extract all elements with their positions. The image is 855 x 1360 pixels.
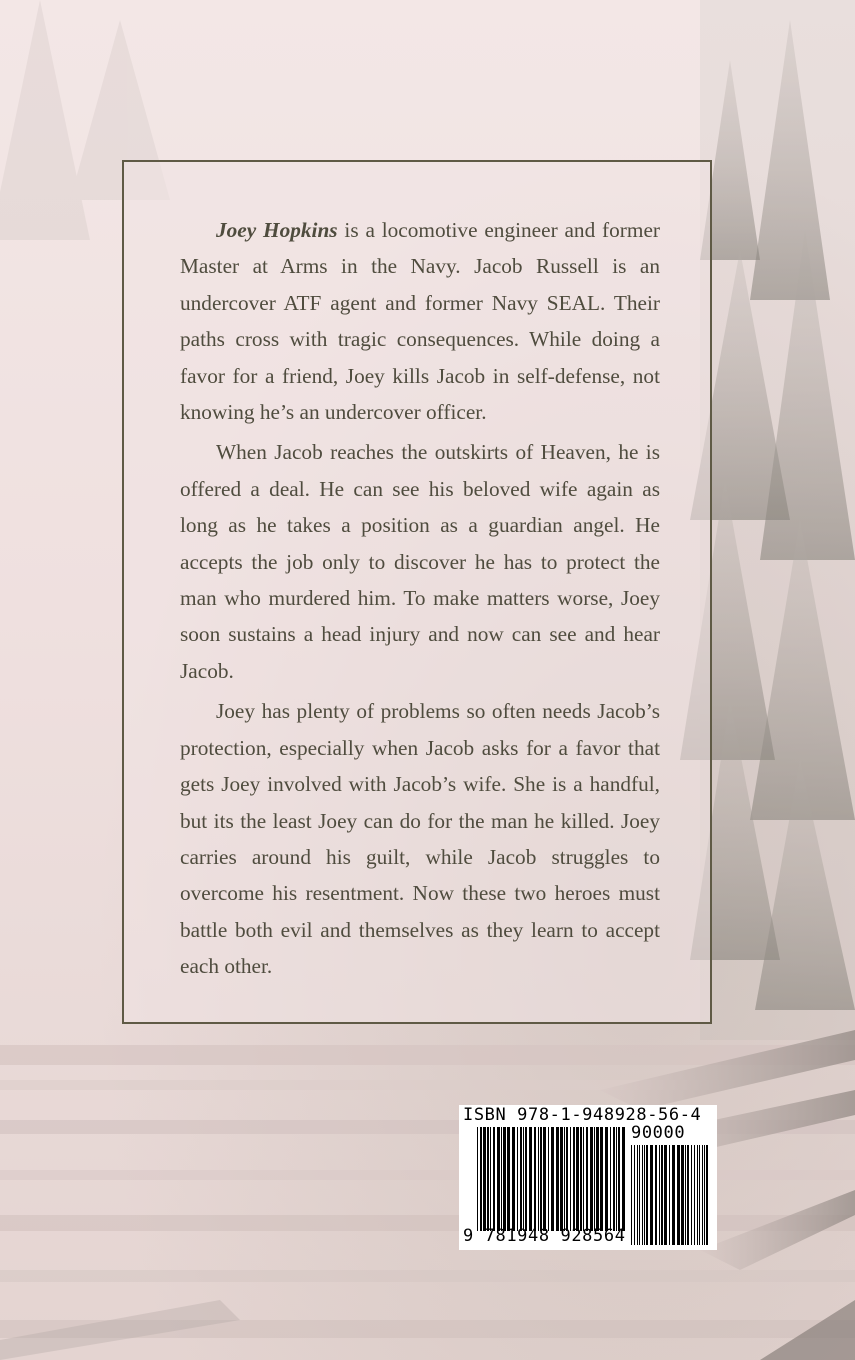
blurb-frame	[122, 160, 712, 1024]
barcode-bar	[583, 1127, 584, 1231]
isbn-label: ISBN 978-1-948928-56-4	[463, 1105, 702, 1125]
barcode-bar	[642, 1145, 643, 1245]
barcode-bar	[590, 1127, 593, 1231]
barcode-bar	[691, 1145, 692, 1245]
barcode-bar	[487, 1127, 489, 1231]
barcode-bar	[702, 1145, 703, 1245]
barcode-bar	[497, 1127, 500, 1231]
barcode-bar	[639, 1145, 640, 1245]
barcode-bar	[697, 1145, 698, 1245]
barcode-bar	[664, 1145, 667, 1245]
barcode-bar	[576, 1127, 579, 1231]
barcode-bar	[669, 1145, 670, 1245]
barcode-bar	[622, 1127, 625, 1231]
barcode-bar	[631, 1145, 632, 1245]
barcode-bar	[543, 1127, 546, 1231]
barcode-bar	[517, 1127, 518, 1231]
barcode-bar	[605, 1127, 608, 1231]
barcode-bar	[570, 1127, 571, 1231]
barcode-bar	[477, 1127, 478, 1231]
barcode-bar	[586, 1127, 588, 1231]
barcode-bar	[503, 1127, 506, 1231]
barcode-bar	[596, 1127, 599, 1231]
ean-digits: 9 781948 928564	[463, 1226, 626, 1246]
barcode-bar	[672, 1145, 675, 1245]
blurb-paragraph-1-text: is a locomotive engineer and former Master at Arms in the Navy. Jacob Russell is an undercover ATF agent and former Navy SEAL. Their paths cross with tragic consequences. While doing a favor for a friend, Joey kills Jacob in self-defense, not knowing he’s an undercover officer.	[180, 218, 660, 425]
barcode-bar	[650, 1145, 653, 1245]
price-addon-bars	[631, 1145, 711, 1245]
barcode-bar	[644, 1145, 645, 1245]
barcode-bar	[618, 1127, 620, 1231]
barcode-bar	[685, 1145, 686, 1245]
price-code: 90000	[631, 1123, 686, 1143]
barcode-bar	[600, 1127, 603, 1231]
barcode-bar	[534, 1127, 536, 1231]
ean13-bars	[477, 1127, 627, 1231]
barcode-bar	[616, 1127, 617, 1231]
barcode-bar	[538, 1127, 539, 1231]
barcode-bar	[483, 1127, 486, 1231]
barcode-bar	[560, 1127, 563, 1231]
barcode-bar	[501, 1127, 502, 1231]
barcode-bar	[529, 1127, 532, 1231]
barcode-bar	[637, 1145, 638, 1245]
barcode-bar	[661, 1145, 663, 1245]
barcode-bar	[677, 1145, 680, 1245]
barcode-bar	[655, 1145, 657, 1245]
barcode-bar	[480, 1127, 482, 1231]
barcode-bar	[566, 1127, 568, 1231]
barcode-bar	[706, 1145, 708, 1245]
blurb-text	[180, 212, 660, 985]
barcode-bar	[659, 1145, 660, 1245]
barcode-bar	[646, 1145, 648, 1245]
barcode-bar	[704, 1145, 705, 1245]
isbn-barcode	[459, 1105, 717, 1250]
barcode-bar	[573, 1127, 575, 1231]
barcode-bar	[699, 1145, 700, 1245]
barcode-bar	[687, 1145, 689, 1245]
barcode-bar	[507, 1127, 510, 1231]
barcode-bar	[540, 1127, 542, 1231]
barcode-bar	[520, 1127, 522, 1231]
blurb-paragraph-2: When Jacob reaches the outskirts of Heaven, he is offered a deal. He can see his beloved wife again as long as he takes a position as a guardian angel. He accepts the job only to discover he has to protect the man who murdered him. To make matters worse, Joey soon sustains a head injury and now can see and hear Jacob.	[180, 440, 660, 683]
barcode-bar	[556, 1127, 559, 1231]
barcode-bar	[610, 1127, 611, 1231]
barcode-bar	[490, 1127, 491, 1231]
barcode-bar	[564, 1127, 565, 1231]
barcode-bar	[594, 1127, 595, 1231]
barcode-bar	[613, 1127, 615, 1231]
barcode-bar	[493, 1127, 495, 1231]
blurb-paragraph-1	[180, 212, 660, 430]
barcode-bar	[634, 1145, 635, 1245]
blurb-paragraph-3: Joey has plenty of problems so often needs Jacob’s protection, especially when Jacob asks for a favor that gets Joey involved with Jacob’s wife. She is a handful, but its the least Joey can do for the man he killed. Joey carries around his guilt, while Jacob struggles to overcome his resentment. Now these two heroes must battle both evil and themselves as they learn to accept each other.	[180, 699, 660, 979]
barcode-bar	[681, 1145, 684, 1245]
railway-tracks	[0, 1030, 855, 1360]
barcode-bar	[551, 1127, 554, 1231]
barcode-bar	[694, 1145, 695, 1245]
barcode-bar	[580, 1127, 582, 1231]
barcode-bar	[523, 1127, 524, 1231]
character-name-joey-hopkins: Joey Hopkins	[216, 218, 338, 242]
barcode-bar	[525, 1127, 527, 1231]
barcode-bar	[512, 1127, 515, 1231]
barcode-bar	[548, 1127, 549, 1231]
